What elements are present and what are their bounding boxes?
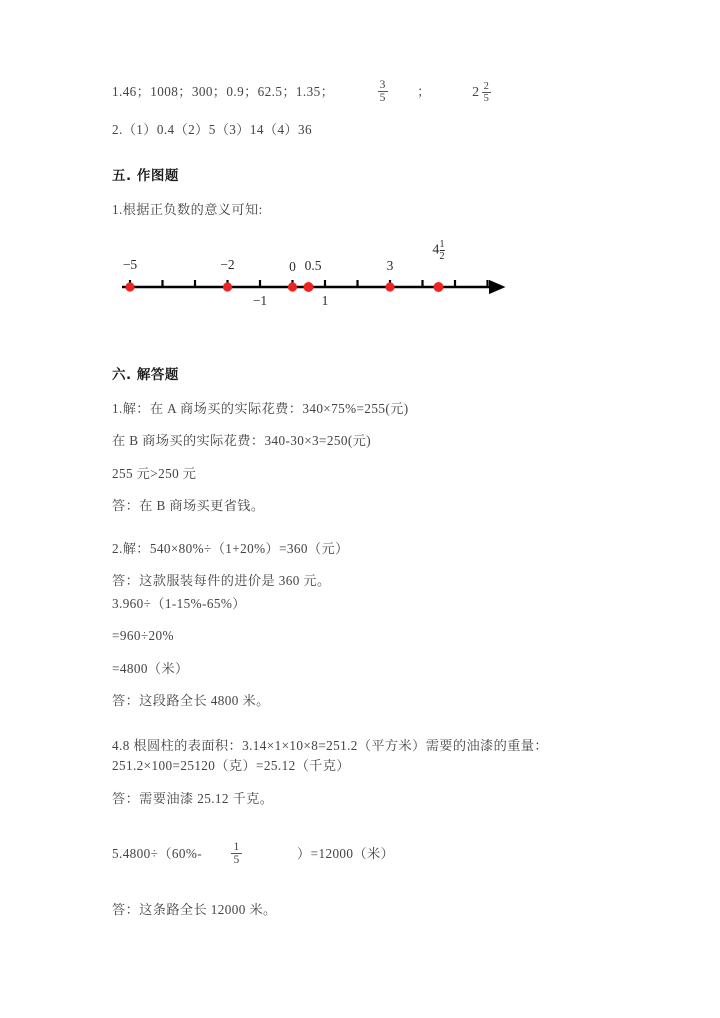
answer-line-2: 2.（1）0.4（2）5（3）14（4）36 [112,121,313,137]
solution-4-line-1: 4.8 根圆柱的表面积：3.14×1×10×8=251.2（平方米）需要的油漆的重量：251.2×100=25120（克）=25.12（千克） [112,737,548,773]
solution-2-line-1: 2.解：540×80%÷（1+20%）=360（元） [112,540,349,556]
mixed-whole-part: 2 [472,85,480,101]
fraction-three-fifths [378,79,388,105]
number-line-svg [112,235,512,323]
fraction-numerator: 2 [483,81,490,93]
fraction-numerator: 1 [439,238,445,250]
solution-1-line-1: 1.解：在 A 商场买的实际花费：340×75%=255(元) [112,400,409,416]
point-neg5 [125,282,134,291]
answer-line-1-text: 1.46；1008；300；0.9；62.5；1.35； [112,83,335,99]
point-three [385,282,394,291]
number-line-label-four-and-half: 4 $\frac{1}{2}$ [432,238,445,262]
solution-5-line-1 [112,842,612,868]
mixed-fraction-part [482,81,492,105]
solution-1-line-2: 在 B 商场买的实际花费：340-30×3=250(元) [112,433,372,449]
answer-line-1 [112,80,612,106]
fraction-denominator: 5 [233,854,240,867]
point-neg2 [223,282,232,291]
solution-5-answer: 答：这条路全长 12000 米。 [112,901,277,917]
section-heading-five: 五. 作图题 [112,168,179,185]
point-four-and-half [434,282,444,292]
fraction-denominator: 5 [379,92,386,105]
number-line-label-one: 1 [321,292,329,308]
mixed-number-two-and-two-fifths [472,81,493,105]
solution-3-line-2: =960÷20% [112,628,174,644]
document-content [112,80,612,934]
answer-separator: ； [417,83,431,99]
solution-5-suffix: ）=12000（米） [297,845,395,861]
solution-3-answer: 答：这段路全长 4800 米。 [112,693,270,709]
solution-2-answer: 答：这款服装每件的进价是 360 元。 [112,573,331,589]
point-half [304,282,314,292]
fraction-numerator: 3 [379,79,386,91]
point-zero [288,282,297,291]
section-heading-six: 六. 解答题 [112,366,179,383]
fraction-numerator: 1 [233,840,240,853]
number-line-figure [112,235,612,323]
number-line-label-neg2: −2 [220,256,235,272]
fraction-denominator: 5 [483,93,490,105]
fraction-denominator: 2 [439,250,445,262]
number-line-label-half: 0.5 [304,257,322,273]
solution-3-line-1: 3.960÷（1-15%-65%） [112,595,246,611]
number-line-label-three: 3 [386,257,394,273]
solution-5-prefix: 5.4800÷（60%- [112,845,203,861]
number-line-label-neg1: −1 [252,292,268,308]
solution-1-answer: 答：在 B 商场买更省钱。 [112,498,265,514]
solution-4-answer: 答：需要油漆 25.12 千克。 [112,791,274,807]
solution-1-line-3: 255 元>250 元 [112,465,197,481]
number-line-label-neg5: −5 [122,256,138,272]
number-line-fraction-one-half [439,239,444,262]
section-five-question-1: 1.根据正负数的意义可知: [112,202,263,218]
solution-3-line-3: =4800（米） [112,660,189,676]
number-line-label-zero: 0 [289,258,296,274]
fraction-one-fifth [231,841,241,867]
